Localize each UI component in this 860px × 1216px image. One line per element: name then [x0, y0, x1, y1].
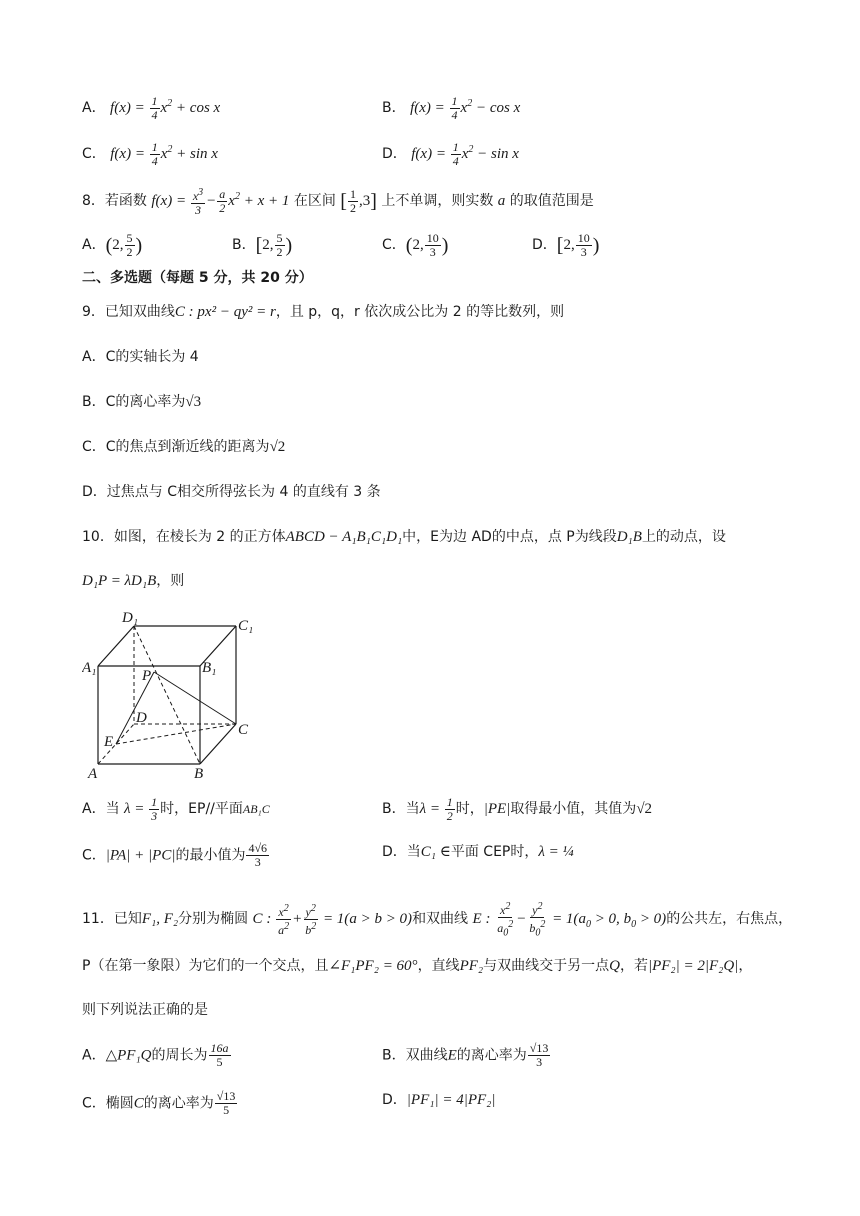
q11-option-b-mid: 的离心率为: [456, 1047, 527, 1064]
q11-foci: F₁, F₂: [141, 911, 179, 928]
q11-line2-mid: ，直线: [417, 958, 460, 974]
q11-option-c-prefix: C．椭圆: [82, 1095, 134, 1112]
q10-option-b: B．当λ = $\frac{1}{2}$ 时，|PE|取得最小值，其值为√2: [382, 795, 653, 823]
q7-option-b: B． f(x) = $\frac{1}{4}$ $x^2 - \cos x$: [382, 94, 521, 123]
q8-option-b-label: B．: [232, 236, 256, 253]
q9-curve: C : px² − qy² = r: [174, 304, 276, 320]
q10-option-b-pe: |PE|: [483, 800, 511, 817]
q7-option-a-expr: f(x) = $\frac{1}{4}$ $x^2 + \cos x$: [110, 94, 221, 123]
q8-stem-prefix: 8．若函数: [82, 192, 147, 209]
q8-option-d: D．[2, $\frac{10}{3}$ ): [532, 231, 600, 259]
label-d: D: [136, 710, 147, 726]
q11-stem-prefix: 11．已知: [82, 911, 142, 928]
q7-option-d-label: D．: [382, 146, 407, 162]
q7-option-a-label: A．: [82, 100, 106, 116]
q11-option-c-value: $\frac{√13}{5}$: [216, 1089, 236, 1117]
q10-relation-suffix: ，则: [156, 573, 185, 589]
q10-stem: [82, 527, 800, 547]
q11-stem-line2: [82, 956, 800, 976]
q10-option-c-prefix: C．: [82, 847, 106, 864]
q10-option-d-value: λ = ¼: [538, 844, 574, 860]
q9-option-c: [82, 437, 800, 457]
q10-option-c-value: $\frac{4√6}{3}$: [248, 841, 268, 869]
q10-option-a-plane: AB₁C: [242, 801, 270, 816]
q10-option-a-mid: 时，EP//平面: [160, 800, 243, 817]
q11-option-b-value: $\frac{√13}{3}$: [529, 1041, 549, 1069]
q10-option-b-value: √2: [636, 800, 653, 817]
q11-line2-mid3: ，若: [619, 958, 648, 974]
label-d1: D₁: [122, 610, 139, 626]
label-c1: C₁: [238, 618, 254, 634]
q11-option-c-row: [82, 1090, 800, 1117]
q11-option-b: [382, 1042, 551, 1069]
label-a: A: [88, 766, 98, 782]
q8-stem: 8．若函数 f(x) = $\frac{x^3}{3}$ − $\frac{a}{2}$ $x^2 + x + 1$ 在区间 [ $\frac{1}{2}$ ,3] 上不单调，则实数 a 的取值范围是: [82, 187, 594, 217]
q11-line-pf2: PF₂: [459, 958, 484, 974]
edge-bc: [200, 724, 236, 764]
q10-cube: ABCD − A₁B₁C₁D₁: [285, 529, 403, 545]
q11-option-b-e: E: [447, 1047, 457, 1064]
q11-option-d-expr: |PF₁| = 4|PF₂|: [406, 1092, 496, 1108]
q9-option-c-text: C．C的焦点到渐近线的距离为: [82, 439, 270, 455]
q10-option-b-prefix: B．当: [382, 800, 420, 817]
q11-stem-suffix: 的公共左，右焦点，: [666, 911, 793, 928]
q11-line2-mid2: 与双曲线交于另一点: [483, 958, 610, 974]
q11-option-b-prefix: B．双曲线: [382, 1047, 448, 1064]
q10-option-d-prefix: D．当: [382, 844, 421, 860]
q7-option-b-label: B．: [382, 100, 406, 116]
q8-var-a: a: [497, 192, 506, 209]
q8-option-b: B．[2, $\frac{5}{2}$ ): [232, 231, 293, 259]
q11-line2-prefix: P（在第一象限）为它们的一个交点，且: [82, 958, 329, 974]
q8-stem-end: 的取值范围是: [509, 192, 594, 209]
q8-option-d-label: D．: [532, 236, 557, 253]
q10-option-a-prefix: A．当: [82, 800, 120, 817]
q10-option-b-suffix: 取得最小值，其值为: [510, 800, 637, 817]
q10-option-b-mid: 时，: [455, 800, 484, 817]
q10-relation-expr: D₁P = λD₁B: [82, 573, 157, 589]
edge-a1d1: [98, 626, 134, 666]
q8-option-a-label: A．: [82, 236, 106, 253]
q11-option-d-prefix: D．: [382, 1092, 407, 1108]
q11-option-c-mid: 的离心率为: [143, 1095, 214, 1112]
q11-option-a-value: $\frac{16a}{5}$: [210, 1041, 229, 1069]
label-a1: A₁: [82, 660, 97, 676]
q11-option-a-row: [82, 1042, 800, 1069]
q9-stem-prefix: 9．已知双曲线: [82, 304, 175, 320]
q9-option-b-value: √3: [185, 394, 202, 410]
q10-option-d-cond: C₁ ∈: [420, 844, 451, 860]
q8-option-a: A．(2, $\frac{5}{2}$ ): [82, 231, 143, 259]
q10-relation: [82, 571, 800, 591]
q11-cond: |PF₂| = 2|F₂Q|: [647, 958, 739, 974]
q11-option-a-mid: 的周长为: [151, 1047, 208, 1064]
q9-option-a: A．C的实轴长为 4: [82, 349, 199, 365]
q8-stem-mid: 在区间: [293, 192, 336, 209]
q7-option-a-row: [82, 94, 800, 122]
q11-angle: ∠F₁PF₂ = 60°: [328, 958, 418, 974]
q11-option-a-prefix: A．: [82, 1047, 106, 1064]
q7-option-c-row: C． f(x) = $\frac{1}{4}$ $x^2 + \sin x$ D． f(x) = $\frac{1}{4}$ $x^2 - \sin x$: [82, 140, 519, 169]
q9-stem: [82, 302, 800, 322]
q10-option-d: [382, 842, 574, 862]
q10-stem-prefix: 10．如图，在棱长为 2 的正方体: [82, 529, 286, 545]
label-e: E: [104, 734, 114, 750]
q9-option-c-value: √2: [269, 439, 286, 455]
q11-stem-line1: [82, 900, 800, 939]
q11-option-a-triangle: △PF₁Q: [105, 1047, 152, 1064]
label-p: P: [142, 668, 152, 684]
q11-ellipse-expr: C : $\frac{x^2}{a^2}$ + $\frac{y^2}{b^2}$ = 1(a > b > 0): [252, 903, 413, 938]
q10-option-a-row: A．当 λ = $\frac{1}{3}$ 时，EP//平面AB₁C B．当λ = $\frac{1}{2}$ 时，|PE|取得最小值，其值为√2: [82, 795, 653, 823]
q11-stem-mid1: 分别为椭圆: [178, 911, 249, 928]
q9-option-b-text: B．C的离心率为: [82, 394, 186, 410]
q11-stem-line3: 则下列说法正确的是: [82, 1002, 208, 1018]
q7-option-d: D． f(x) = $\frac{1}{4}$ $x^2 - \sin x$: [382, 140, 519, 169]
q11-option-c-c: C: [133, 1095, 144, 1112]
q10-stem-mid: 中，E为边 AD的中点，点 P为线段: [402, 529, 617, 545]
q8-stem-suffix: 上不单调，则实数: [381, 192, 494, 209]
q8-option-c: C．(2, $\frac{10}{3}$ ): [382, 231, 449, 259]
q9-option-b: [82, 392, 800, 412]
q9-option-d: D．过焦点与 C相交所得弦长为 4 的直线有 3 条: [82, 484, 381, 500]
q10-option-d-mid: 平面 CEP时，: [450, 844, 539, 860]
section-heading: 二、多选题（每题 5 分，共 20 分）: [82, 270, 313, 286]
q11-point-q: Q: [609, 958, 620, 974]
q10-stem-suffix: 上的动点，设: [641, 529, 726, 545]
segment-ec: [116, 724, 236, 744]
q11-option-d: [382, 1090, 495, 1110]
q10-segment: D₁B: [616, 529, 642, 545]
segment-pc: [154, 672, 236, 724]
q9-stem-suffix: ，且 p，q，r 依次成公比为 2 的等比数列，则: [275, 304, 565, 320]
q10-option-c-row: [82, 842, 800, 869]
q10-option-c-mid: 的最小值为: [175, 847, 246, 864]
q11-stem-mid2: 和双曲线: [412, 911, 469, 928]
q11-hyperbola-expr: E : $\frac{x^2}{a_0^2}$ − $\frac{y^2}{b_0^2}$ = $1(a_0 > 0$, $b_0 > 0$): [472, 901, 667, 939]
label-c: C: [238, 722, 249, 738]
q11-line2-end: ，: [738, 958, 753, 974]
q7-option-c-label: C．: [82, 146, 106, 162]
label-b: B: [194, 766, 204, 782]
q8-option-c-label: C．: [382, 236, 406, 253]
q10-option-c-expr: |PA| + |PC|: [105, 847, 176, 864]
cube-figure: [82, 606, 272, 782]
label-b1: B₁: [202, 660, 217, 676]
